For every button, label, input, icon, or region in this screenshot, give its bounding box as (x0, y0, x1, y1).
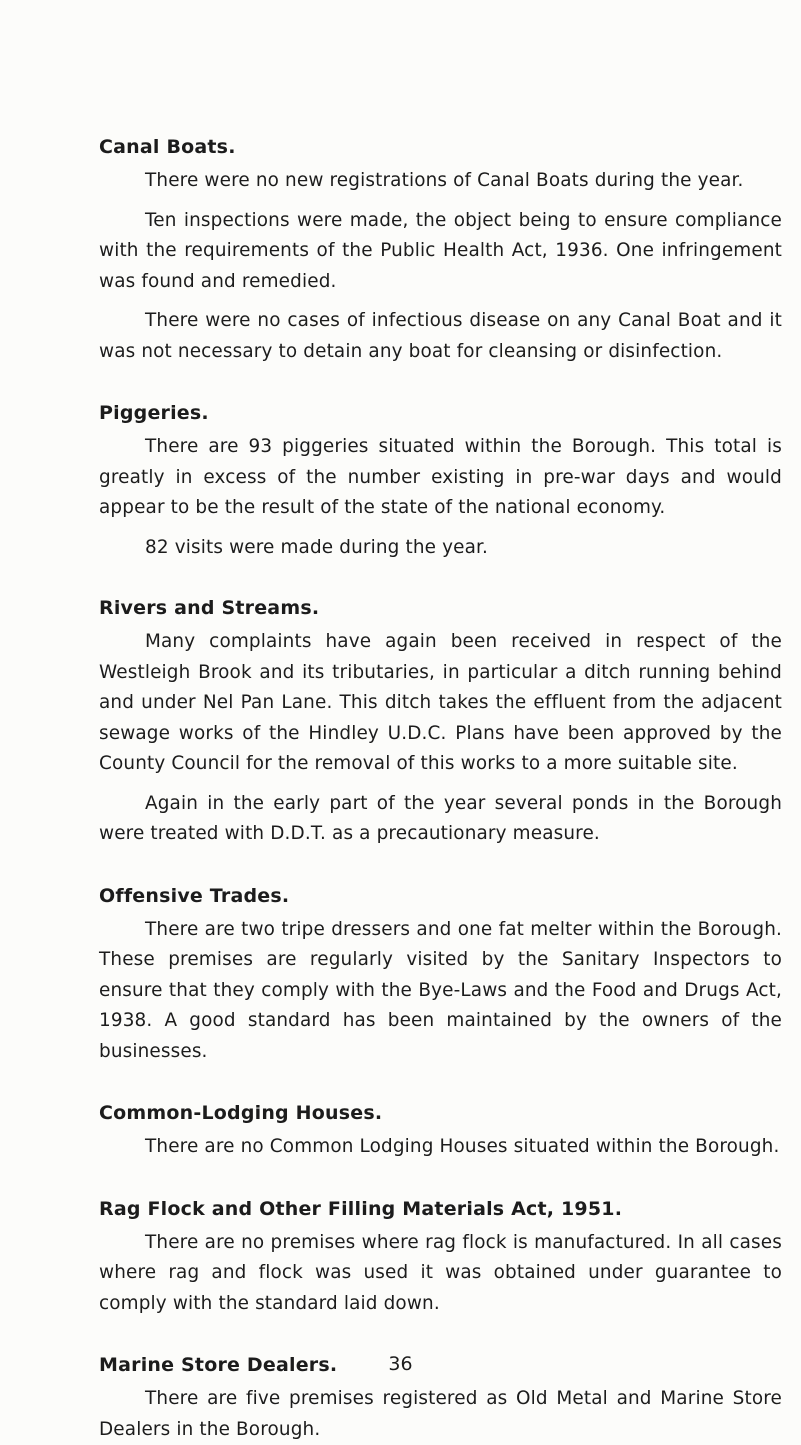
paragraph: There are no premises where rag flock is manufactured. In all cases where rag and flock was used it was obtained under guarantee to comply with the standard laid down. (99, 1231, 782, 1314)
paragraph: There were no cases of infectious disease on any Canal Boat and it was not necessary to detain any boat for cleansing or disinfection. (99, 310, 782, 362)
section-heading: Rag Flock and Other Filling Materials Act, 1951. (99, 1197, 623, 1220)
paragraph: There are 93 piggeries situated within the Borough. This total is greatly in excess of the number existing in pre-war days and would appear to be the result of the state of the national economy. (99, 436, 782, 518)
section-offensive-trades (99, 883, 782, 1068)
paragraph: 82 visits were made during the year. (145, 536, 489, 558)
section-heading: Offensive Trades. (99, 884, 290, 907)
page-number: 36 (388, 1353, 413, 1375)
document-page (99, 134, 782, 1445)
paragraph: There are two tripe dressers and one fat melter within the Borough. These premises are regularly visited by the Sanitary Inspectors to ensure that they comply with the Bye-Laws and the Food and Drugs Act, 1938. A good standard has been maintained by the owners of the businesses. (99, 918, 782, 1062)
paragraph: There are five premises registered as Old Metal and Marine Store Dealers in the Borough. (99, 1388, 782, 1440)
paragraph: Again in the early part of the year several ponds in the Borough were treated with D.D.T. as a precautionary measure. (99, 792, 782, 844)
section-rivers-and-streams (99, 595, 782, 850)
section-heading: Rivers and Streams. (99, 597, 320, 619)
paragraph: Many complaints have again been received in respect of the Westleigh Brook and its tributaries, in particular a ditch running behind and under Nel Pan Lane. This ditch takes the effluent from the adjacent sewage works of the Hindley U.D.C. Plans have been approved by the County Council for the removal of this works to a more suitable site. (99, 631, 782, 774)
section-heading: Piggeries. (99, 402, 209, 424)
section-common-lodging-houses (99, 1100, 782, 1163)
section-rag-flock-act (99, 1196, 782, 1320)
section-heading: Common-Lodging Houses. (99, 1102, 383, 1124)
section-canal-boats (99, 134, 782, 367)
section-heading: Marine Store Dealers. (99, 1354, 338, 1376)
section-piggeries (99, 400, 782, 563)
paragraph: Ten inspections were made, the object being to ensure compliance with the requirements of the Public Health Act, 1936. One infringement was found and remedied. (99, 209, 782, 292)
section-heading: Canal Boats. (99, 136, 236, 158)
paragraph: There were no new registrations of Canal Boats during the year. (145, 170, 744, 191)
paragraph: There are no Common Lodging Houses situated within the Borough. (145, 1136, 780, 1157)
